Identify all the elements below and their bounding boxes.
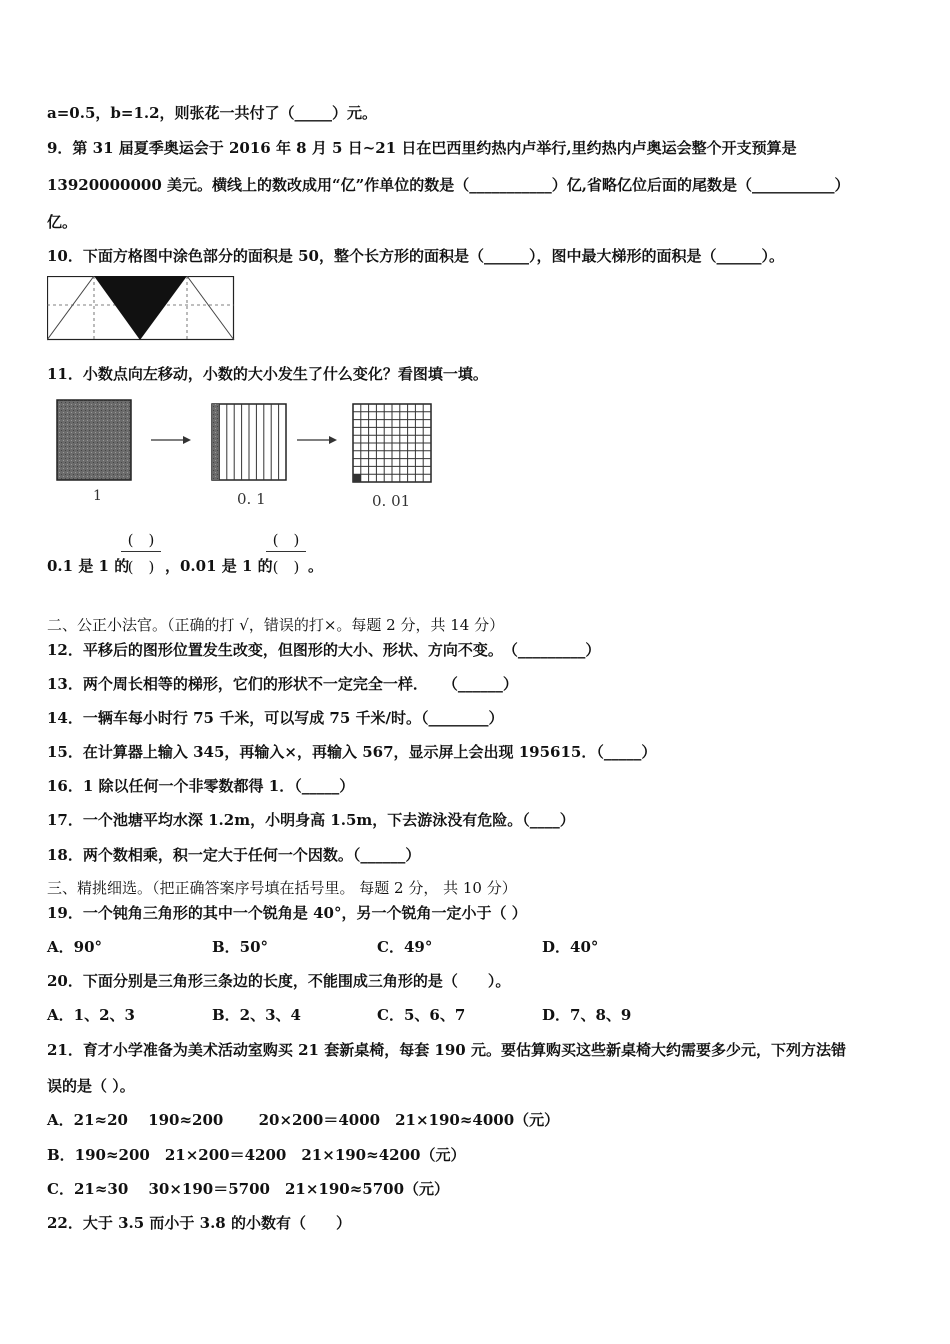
shaded-triangle bbox=[94, 276, 187, 340]
q9-line3: 亿。 bbox=[47, 213, 78, 231]
q21-option-c[interactable]: C．21≈30 30×190＝5700 21×190≈5700（元） bbox=[47, 1180, 450, 1198]
section-2-heading: 二、公正小法官。（正确的打 √，错误的打×。每题 2 分，共 14 分） bbox=[47, 616, 505, 634]
q14-text: 14．一辆车每小时行 75 千米，可以写成 75 千米/时。（________） bbox=[47, 709, 504, 727]
q21-option-b[interactable]: B．190≈200 21×200＝4200 21×190≈4200（元） bbox=[47, 1146, 466, 1164]
fraction-2-denominator[interactable]: ( ) bbox=[272, 558, 300, 576]
section-3-heading: 三、精挑细选。（把正确答案序号填在括号里。 每题 2 分， 共 10 分） bbox=[47, 879, 517, 897]
q21-option-a[interactable]: A．21≈20 190≈200 20×200＝4000 21×190≈4000（元） bbox=[47, 1111, 560, 1129]
fraction-1-bar bbox=[121, 551, 161, 552]
q11-decimal-figure bbox=[47, 392, 447, 514]
arrow-icon bbox=[183, 436, 191, 444]
q20-text: 20．下面分别是三角形三条边的长度，不能围成三角形的是（ ）。 bbox=[47, 972, 511, 990]
q19-text: 19．一个钝角三角形的其中一个锐角是 40°，另一个锐角一定小于（ ） bbox=[47, 904, 527, 922]
q9-line1: 9．第 31 届夏季奥运会于 2016 年 8 月 5 日~21 日在巴西里约热内卢举行,里约热内卢奥运会整个开支预算是 bbox=[47, 139, 797, 157]
q20-option-d[interactable]: D．7、8、9 bbox=[542, 1006, 632, 1024]
label-one: 1 bbox=[93, 488, 102, 504]
fraction-1-numerator[interactable]: ( ) bbox=[127, 531, 155, 549]
fraction-2-bar bbox=[266, 551, 306, 552]
q9-line2: 13920000000 美元。横线上的数改成用“亿”作单位的数是（___________）亿,省略亿位后面的尾数是（___________） bbox=[47, 176, 850, 194]
q11-fill-a: 0.1 是 1 的 bbox=[47, 557, 130, 575]
q22-text: 22．大于 3.5 而小于 3.8 的小数有（ ） bbox=[47, 1214, 351, 1232]
q19-option-b[interactable]: B．50° bbox=[212, 938, 269, 956]
q16-text: 16．1 除以任何一个非零数都得 1．（_____） bbox=[47, 777, 355, 795]
q10-text: 10．下面方格图中涂色部分的面积是 50，整个长方形的面积是（______），图中最大梯形的面积是（______）。 bbox=[47, 247, 784, 265]
label-hundredth: 0. 01 bbox=[372, 492, 411, 510]
q13-text: 13．两个周长相等的梯形，它们的形状不一定完全一样． （______） bbox=[47, 675, 518, 693]
tenths-square bbox=[212, 404, 286, 480]
q19-option-d[interactable]: D．40° bbox=[542, 938, 599, 956]
q11-fill-c: 。 bbox=[308, 557, 324, 575]
q19-option-c[interactable]: C．49° bbox=[377, 938, 433, 956]
q15-text: 15．在计算器上输入 345，再输入×，再输入 567，显示屏上会出现 195615．（_____） bbox=[47, 743, 657, 761]
q17-text: 17．一个池塘平均水深 1.2m，小明身高 1.5m，下去游泳没有危险。（____） bbox=[47, 811, 575, 829]
q18-text: 18．两个数相乘，积一定大于任何一个因数。（______） bbox=[47, 846, 421, 864]
label-tenth: 0. 1 bbox=[237, 490, 266, 508]
q12-text: 12．平移后的图形位置发生改变，但图形的大小、形状、方向不变。 （_________） bbox=[47, 641, 601, 659]
q20-option-c[interactable]: C．5、6、7 bbox=[377, 1006, 466, 1024]
line-q8-tail: a=0.5，b=1.2，则张花一共付了（_____）元。 bbox=[47, 104, 378, 122]
q19-option-a[interactable]: A．90° bbox=[47, 938, 103, 956]
fraction-2-numerator[interactable]: ( ) bbox=[272, 531, 300, 549]
hundredths-grid bbox=[353, 404, 431, 482]
q20-option-a[interactable]: A．1、2、3 bbox=[47, 1006, 135, 1024]
q10-grid-figure bbox=[47, 276, 235, 342]
whole-square bbox=[57, 400, 131, 480]
q21-line2: 误的是（ ）。 bbox=[47, 1077, 135, 1095]
q11-text: 11．小数点向左移动，小数的大小发生了什么变化？看图填一填。 bbox=[47, 365, 488, 383]
arrow-icon bbox=[329, 436, 337, 444]
q11-fill-b: ，0.01 是 1 的 bbox=[165, 557, 273, 575]
q20-option-b[interactable]: B．2、3、4 bbox=[212, 1006, 301, 1024]
fraction-1-denominator[interactable]: ( ) bbox=[127, 558, 155, 576]
q21-line1: 21．育才小学准备为美术活动室购买 21 套新桌椅，每套 190 元。要估算购买这些新桌椅大约需要多少元，下列方法错 bbox=[47, 1041, 846, 1059]
